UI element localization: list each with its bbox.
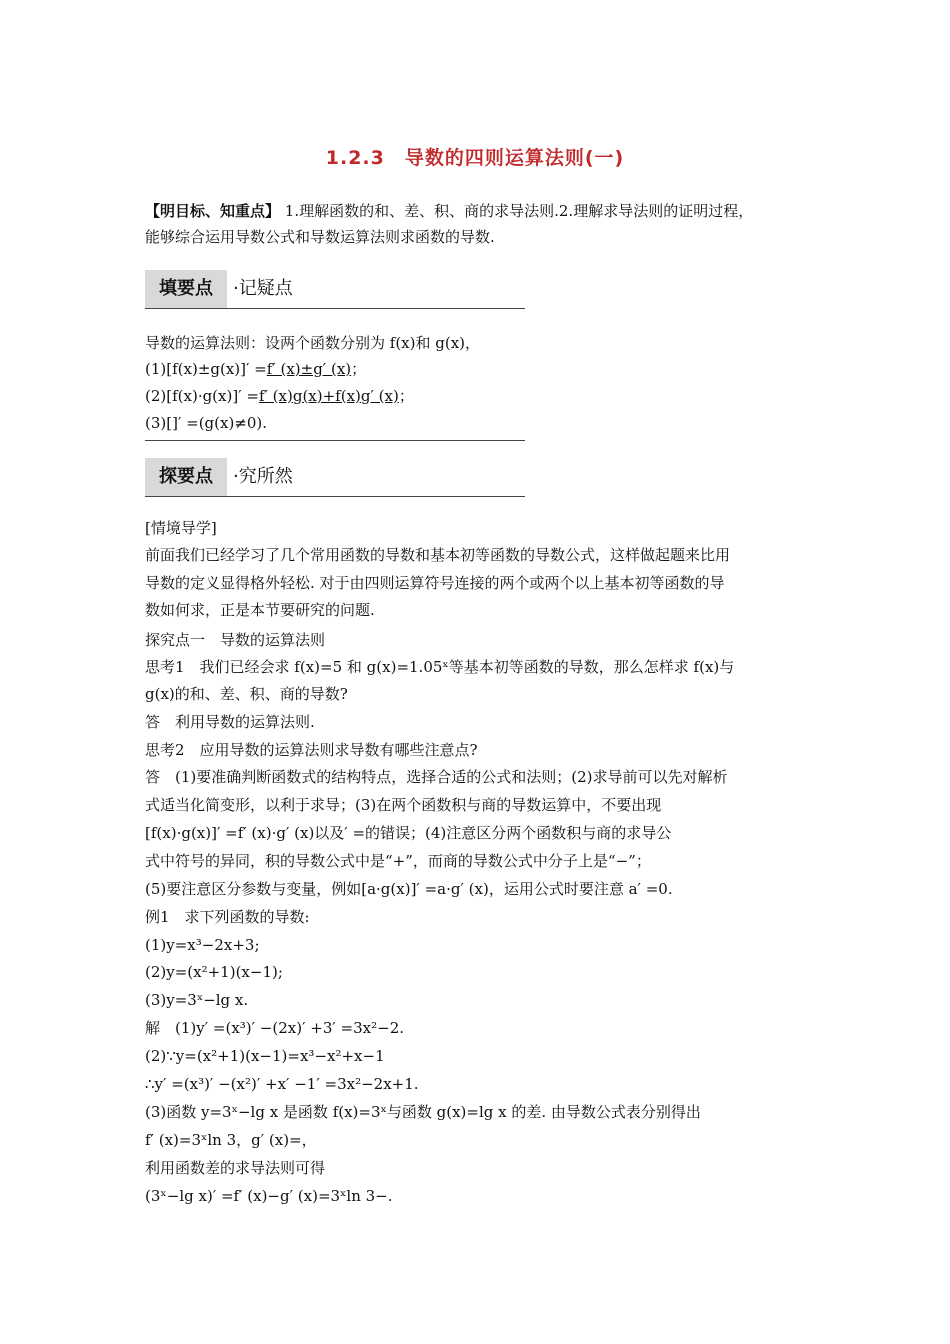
explore-line: 答 (1)要准确判断函数式的结构特点，选择合适的公式和法则；(2)求导前可以先对解析 bbox=[145, 768, 728, 786]
explore-line: 式中符号的异同，积的导数公式中是“+”，而商的导数公式中分子上是“−”； bbox=[145, 852, 651, 870]
explore-line: 思考2 应用导数的运算法则求导数有哪些注意点? bbox=[145, 741, 478, 759]
explore-line: 例1 求下列函数的导数: bbox=[145, 908, 310, 926]
explore-line: (2)y=(x²+1)(x−1); bbox=[145, 963, 283, 981]
explore-line: (2)∵y=(x²+1)(x−1)=x³−x²+x−1 bbox=[145, 1047, 385, 1065]
section-subtitle: ·记疑点 bbox=[233, 278, 293, 299]
rule-quotient: (3)[]′ =(g(x)≠0). bbox=[145, 414, 268, 432]
rule-product-answer: f′ (x)g(x)+f(x)g′ (x) bbox=[258, 387, 399, 405]
page-title: 1.2.3 导数的四则运算法则(一) bbox=[325, 147, 625, 169]
explore-line: 前面我们已经学习了几个常用函数的导数和基本初等函数的导数公式，这样做起题来比用 bbox=[145, 546, 731, 564]
explore-line: ∴y′ =(x³)′ −(x²)′ +x′ −1′ =3x²−2x+1. bbox=[145, 1075, 419, 1093]
explore-line: (3)函数 y=3ˣ−lg x 是函数 f(x)=3ˣ与函数 g(x)=lg x 的差. 由导数公式表分别得出 bbox=[145, 1103, 701, 1121]
objectives-line-2: 能够综合运用导数公式和导数运算法则求函数的导数. bbox=[145, 228, 495, 246]
explore-line: 式适当化简变形，以利于求导；(3)在两个函数积与商的导数运算中，不要出现 bbox=[145, 796, 662, 814]
explore-line: 答 利用导数的运算法则. bbox=[145, 713, 315, 731]
explore-line: [f(x)·g(x)]′ =f′ (x)·g′ (x)以及′ =的错误；(4)注意区分两个函数积与商的求导公 bbox=[145, 824, 672, 842]
rule-sum-lhs: (1)[f(x)±g(x)]′ = bbox=[145, 360, 267, 378]
explore-line: 思考1 我们已经会求 f(x)=5 和 g(x)=1.05ˣ等基本初等函数的导数，那么怎样求 f(x)与 bbox=[145, 658, 735, 676]
objectives-line-1 bbox=[145, 200, 753, 222]
explore-line: 解 (1)y′ =(x³)′ −(2x)′ +3′ =3x²−2. bbox=[145, 1019, 405, 1037]
explore-line: 导数的定义显得格外轻松. 对于由四则运算符号连接的两个或两个以上基本初等函数的导 bbox=[145, 574, 725, 592]
section-tag: 填要点 bbox=[145, 270, 227, 308]
explore-line: (3)y=3ˣ−lg x. bbox=[145, 991, 249, 1009]
explore-line: (3ˣ−lg x)′ =f′ (x)−g′ (x)=3ˣln 3−. bbox=[145, 1187, 393, 1205]
section-subtitle: ·究所然 bbox=[233, 466, 293, 487]
section-header-explore bbox=[145, 458, 525, 497]
explore-line: f′ (x)=3ˣln 3，g′ (x)=， bbox=[145, 1131, 317, 1149]
rule-sum-answer: f′ (x)±g′ (x) bbox=[266, 360, 352, 378]
objectives-label: 【明目标、知重点】 bbox=[145, 202, 281, 220]
explore-line: 数如何求，正是本节要研究的问题. bbox=[145, 601, 375, 619]
rules-intro: 导数的运算法则：设两个函数分别为 f(x)和 g(x)， bbox=[145, 334, 481, 352]
section-header-fill bbox=[145, 270, 525, 309]
section-tag: 探要点 bbox=[145, 458, 227, 496]
explore-line: (5)要注意区分参数与变量，例如[a·g(x)]′ =a·g′ (x)，运用公式时要注意 a′ =0. bbox=[145, 880, 673, 898]
explore-line: 探究点一 导数的运算法则 bbox=[145, 631, 326, 649]
rule-product-end: ； bbox=[398, 387, 414, 405]
rule-product-lhs: (2)[f(x)·g(x)]′ = bbox=[145, 387, 259, 405]
explore-line: (1)y=x³−2x+3; bbox=[145, 936, 260, 954]
rule-sum-end: ； bbox=[351, 360, 367, 378]
rule-sum bbox=[145, 358, 366, 380]
explore-line: g(x)的和、差、积、商的导数? bbox=[145, 685, 348, 703]
rule-product bbox=[145, 385, 414, 407]
section-divider bbox=[145, 440, 525, 441]
objectives-text-1: 1.理解函数的和、差、积、商的求导法则.2.理解求导法则的证明过程， bbox=[284, 202, 754, 220]
explore-line: [情境导学] bbox=[145, 519, 217, 537]
explore-line: 利用函数差的求导法则可得 bbox=[145, 1159, 326, 1177]
